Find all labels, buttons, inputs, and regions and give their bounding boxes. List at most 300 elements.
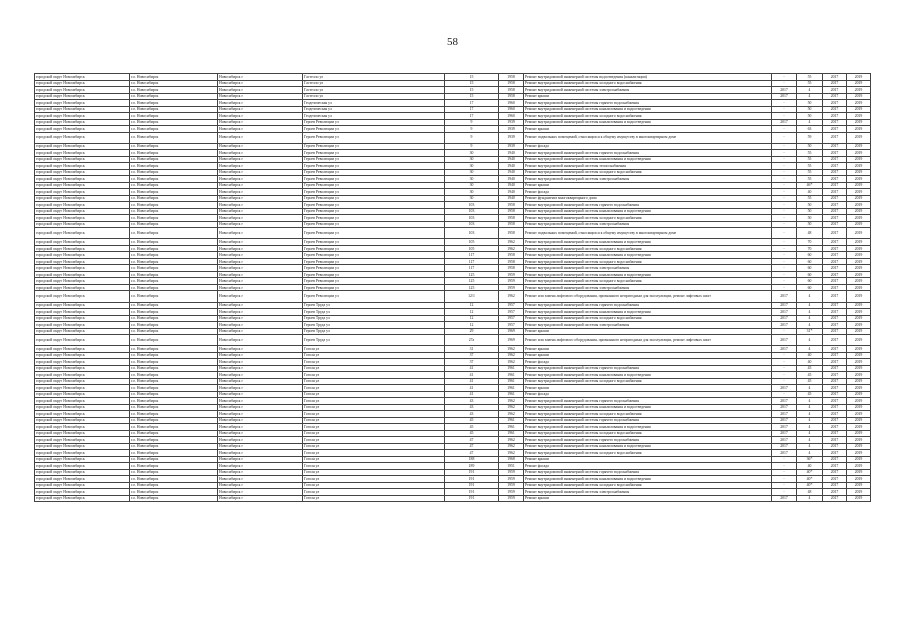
cell-plan-cost: 4	[797, 346, 823, 353]
cell-plan-cost: 45	[797, 372, 823, 379]
cell-settlement: Новосибирск г	[218, 202, 303, 209]
cell-plan-start: -	[772, 126, 797, 133]
cell-house: 105	[445, 245, 499, 252]
cell-year-built: 1957	[499, 315, 524, 322]
cell-year-to: 2019	[847, 265, 871, 272]
cell-plan-start: -	[772, 271, 797, 278]
cell-plan-cost: 55	[797, 156, 823, 163]
cell-year-built: 1959	[499, 469, 524, 476]
cell-work-type: Ремонт подвальных помещений, относящихся к общему имуществу в многоквартирном доме	[524, 228, 772, 239]
cell-settlement: Новосибирск г	[218, 398, 303, 405]
cell-year-to: 2019	[847, 74, 871, 81]
cell-year-to: 2019	[847, 258, 871, 265]
cell-work-type: Ремонт или замена лифтового оборудования, признанного непригодным для эксплуатации, ремонт лифтовых шахт	[524, 291, 772, 302]
cell-district: городской округ Новосибирск	[35, 93, 130, 100]
cell-plan-start: -	[772, 100, 797, 107]
cell-year-from: 2017	[823, 176, 847, 183]
cell-plan-cost: 48	[797, 489, 823, 496]
cell-plan-cost: 55	[797, 195, 823, 202]
cell-city: г.о. Новосибирск	[130, 365, 218, 372]
cell-work-type: Ремонт крыши	[524, 456, 772, 463]
cell-settlement: Новосибирск г	[218, 221, 303, 228]
cell-year-from: 2017	[823, 278, 847, 285]
cell-work-type: Ремонт фасада	[524, 143, 772, 150]
cell-year-built: 1962	[499, 346, 524, 353]
cell-year-from: 2017	[823, 335, 847, 346]
cell-street: Геодезическая ул	[303, 113, 445, 120]
cell-city: г.о. Новосибирск	[130, 239, 218, 246]
cell-year-built: 1958	[499, 258, 524, 265]
cell-settlement: Новосибирск г	[218, 335, 303, 346]
cell-year-to: 2019	[847, 132, 871, 143]
cell-plan-start: -	[772, 182, 797, 189]
cell-work-type: Ремонт внутридомовой инженерной системы холодного водоснабжения	[524, 80, 772, 87]
cell-year-built: 1958	[499, 87, 524, 94]
cell-city: г.о. Новосибирск	[130, 215, 218, 222]
cell-plan-cost: 50	[797, 143, 823, 150]
cell-work-type: Ремонт крыши	[524, 93, 772, 100]
cell-plan-start: -	[772, 150, 797, 157]
cell-year-from: 2017	[823, 430, 847, 437]
cell-district: городской округ Новосибирск	[35, 208, 130, 215]
cell-city: г.о. Новосибирск	[130, 424, 218, 431]
cell-year-built: 1968	[499, 456, 524, 463]
cell-year-built: 1961	[499, 391, 524, 398]
cell-plan-start: -	[772, 463, 797, 470]
cell-house: 125	[445, 278, 499, 285]
cell-city: г.о. Новосибирск	[130, 284, 218, 291]
cell-district: городской округ Новосибирск	[35, 182, 130, 189]
cell-year-to: 2019	[847, 182, 871, 189]
cell-city: г.о. Новосибирск	[130, 163, 218, 170]
cell-year-built: 1969	[499, 328, 524, 335]
cell-year-built: 1962	[499, 411, 524, 418]
cell-year-from: 2017	[823, 284, 847, 291]
cell-year-to: 2019	[847, 208, 871, 215]
cell-year-to: 2019	[847, 328, 871, 335]
cell-plan-start: -	[772, 156, 797, 163]
cell-district: городской округ Новосибирск	[35, 74, 130, 81]
cell-year-built: 1958	[499, 215, 524, 222]
cell-district: городской округ Новосибирск	[35, 469, 130, 476]
cell-house: 30	[445, 182, 499, 189]
cell-plan-cost: 60	[797, 258, 823, 265]
cell-street: Гастелло ул	[303, 74, 445, 81]
cell-plan-cost: 4	[797, 335, 823, 346]
cell-plan-start: -	[772, 265, 797, 272]
cell-year-to: 2019	[847, 476, 871, 483]
cell-plan-cost: 59	[797, 132, 823, 143]
cell-district: городской округ Новосибирск	[35, 443, 130, 450]
cell-year-to: 2019	[847, 278, 871, 285]
cell-year-built: 1962	[499, 245, 524, 252]
cell-work-type: Ремонт внутридомовой инженерной системы электроснабжения	[524, 87, 772, 94]
cell-settlement: Новосибирск г	[218, 404, 303, 411]
cell-plan-start: -	[772, 80, 797, 87]
cell-year-to: 2019	[847, 411, 871, 418]
cell-year-from: 2017	[823, 352, 847, 359]
cell-year-to: 2019	[847, 221, 871, 228]
cell-street: Гоголя ул	[303, 443, 445, 450]
cell-city: г.о. Новосибирск	[130, 482, 218, 489]
cell-district: городской округ Новосибирск	[35, 328, 130, 335]
cell-work-type: Ремонт внутридомовой инженерной системы горячего водоснабжения	[524, 417, 772, 424]
cell-plan-start: -	[772, 239, 797, 246]
cell-plan-start: 2017	[772, 87, 797, 94]
cell-district: городской округ Новосибирск	[35, 163, 130, 170]
cell-year-from: 2017	[823, 322, 847, 329]
cell-work-type: Ремонт крыши	[524, 346, 772, 353]
cell-house: 103	[445, 221, 499, 228]
cell-district: городской округ Новосибирск	[35, 456, 130, 463]
cell-plan-start: 2017	[772, 398, 797, 405]
cell-work-type: Ремонт внутридомовой инженерной системы холодного водоснабжения	[524, 430, 772, 437]
cell-street: Гоголя ул	[303, 352, 445, 359]
cell-plan-start: 2017	[772, 302, 797, 309]
cell-district: городской округ Новосибирск	[35, 450, 130, 457]
cell-settlement: Новосибирск г	[218, 489, 303, 496]
cell-settlement: Новосибирск г	[218, 284, 303, 291]
cell-city: г.о. Новосибирск	[130, 302, 218, 309]
cell-house: 41	[445, 365, 499, 372]
cell-house: 15	[445, 80, 499, 87]
cell-plan-start: -	[772, 176, 797, 183]
cell-year-from: 2017	[823, 208, 847, 215]
cell-settlement: Новосибирск г	[218, 476, 303, 483]
cell-year-to: 2019	[847, 417, 871, 424]
cell-year-built: 1958	[499, 252, 524, 259]
cell-street: Героев Революции ул	[303, 271, 445, 278]
cell-city: г.о. Новосибирск	[130, 100, 218, 107]
cell-year-from: 2017	[823, 450, 847, 457]
cell-year-to: 2019	[847, 443, 871, 450]
cell-work-type: Ремонт крыши	[524, 495, 772, 502]
cell-work-type: Ремонт крыши	[524, 182, 772, 189]
cell-work-type: Ремонт крыши	[524, 328, 772, 335]
cell-plan-cost: 50	[797, 215, 823, 222]
cell-settlement: Новосибирск г	[218, 469, 303, 476]
cell-year-to: 2019	[847, 398, 871, 405]
cell-plan-cost: 4	[797, 322, 823, 329]
cell-district: городской округ Новосибирск	[35, 239, 130, 246]
cell-work-type: Ремонт внутридомовой инженерной системы холодного водоснабжения	[524, 258, 772, 265]
cell-city: г.о. Новосибирск	[130, 245, 218, 252]
cell-year-built: 1939	[499, 126, 524, 133]
cell-plan-cost: 4	[797, 385, 823, 392]
cell-city: г.о. Новосибирск	[130, 113, 218, 120]
cell-street: Героев Революции ул	[303, 278, 445, 285]
cell-settlement: Новосибирск г	[218, 302, 303, 309]
cell-year-to: 2019	[847, 469, 871, 476]
cell-year-built: 1961	[499, 365, 524, 372]
cell-settlement: Новосибирск г	[218, 495, 303, 502]
cell-house: 30	[445, 189, 499, 196]
cell-year-built: 1940	[499, 156, 524, 163]
cell-district: городской округ Новосибирск	[35, 489, 130, 496]
cell-work-type: Ремонт внутридомовой инженерной системы холодного водоснабжения	[524, 378, 772, 385]
cell-plan-start: -	[772, 378, 797, 385]
cell-work-type: Ремонт внутридомовой инженерной системы горячего водоснабжения	[524, 469, 772, 476]
cell-house: 12/1	[445, 291, 499, 302]
cell-street: Гоголя ул	[303, 469, 445, 476]
cell-street: Героев Революции ул	[303, 150, 445, 157]
cell-year-from: 2017	[823, 378, 847, 385]
cell-street: Гоголя ул	[303, 482, 445, 489]
cell-district: городской округ Новосибирск	[35, 284, 130, 291]
cell-year-built: 1959	[499, 482, 524, 489]
cell-settlement: Новосибирск г	[218, 315, 303, 322]
cell-city: г.о. Новосибирск	[130, 378, 218, 385]
cell-year-built: 1962	[499, 359, 524, 366]
cell-year-built: 1958	[499, 74, 524, 81]
cell-district: городской округ Новосибирск	[35, 463, 130, 470]
cell-district: городской округ Новосибирск	[35, 424, 130, 431]
cell-work-type: Ремонт внутридомовой инженерной системы электроснабжения	[524, 176, 772, 183]
cell-settlement: Новосибирск г	[218, 359, 303, 366]
table-row	[35, 495, 871, 502]
cell-plan-cost: 45	[797, 365, 823, 372]
cell-year-built: 1940	[499, 195, 524, 202]
cell-district: городской округ Новосибирск	[35, 113, 130, 120]
cell-year-from: 2017	[823, 309, 847, 316]
cell-year-from: 2017	[823, 265, 847, 272]
cell-year-to: 2019	[847, 126, 871, 133]
cell-work-type: Ремонт крыши	[524, 352, 772, 359]
cell-district: городской округ Новосибирск	[35, 132, 130, 143]
cell-plan-start: -	[772, 359, 797, 366]
cell-street: Героев Революции ул	[303, 163, 445, 170]
cell-district: городской округ Новосибирск	[35, 352, 130, 359]
cell-settlement: Новосибирск г	[218, 100, 303, 107]
cell-city: г.о. Новосибирск	[130, 463, 218, 470]
cell-year-to: 2019	[847, 352, 871, 359]
cell-street: Героев Труда ул	[303, 315, 445, 322]
cell-plan-start: 2017	[772, 437, 797, 444]
cell-plan-start: -	[772, 456, 797, 463]
cell-year-built: 1958	[499, 221, 524, 228]
cell-plan-start: -	[772, 221, 797, 228]
cell-year-to: 2019	[847, 189, 871, 196]
cell-year-to: 2019	[847, 437, 871, 444]
cell-street: Гастелло ул	[303, 93, 445, 100]
cell-district: городской округ Новосибирск	[35, 322, 130, 329]
cell-plan-cost: 60	[797, 252, 823, 259]
cell-year-to: 2019	[847, 195, 871, 202]
cell-house: 45	[445, 424, 499, 431]
cell-year-to: 2019	[847, 113, 871, 120]
cell-plan-cost: 40	[797, 359, 823, 366]
cell-plan-start: -	[772, 143, 797, 150]
cell-plan-start: 2017	[772, 443, 797, 450]
cell-house: 30	[445, 176, 499, 183]
cell-district: городской округ Новосибирск	[35, 482, 130, 489]
cell-plan-start: 2017	[772, 450, 797, 457]
cell-plan-cost: 4	[797, 424, 823, 431]
cell-year-from: 2017	[823, 482, 847, 489]
cell-city: г.о. Новосибирск	[130, 372, 218, 379]
cell-work-type: Ремонт внутридомовой инженерной системы холодного водоснабжения	[524, 482, 772, 489]
cell-district: городской округ Новосибирск	[35, 265, 130, 272]
cell-street: Героев Революции ул	[303, 228, 445, 239]
cell-city: г.о. Новосибирск	[130, 476, 218, 483]
cell-work-type: Ремонт внутридомовой инженерной системы холодного водоснабжения	[524, 278, 772, 285]
cell-house: 17	[445, 100, 499, 107]
cell-plan-start: -	[772, 489, 797, 496]
cell-year-built: 1959	[499, 271, 524, 278]
cell-district: городской округ Новосибирск	[35, 417, 130, 424]
cell-house: 9	[445, 119, 499, 126]
cell-district: городской округ Новосибирск	[35, 221, 130, 228]
cell-plan-cost: 36*	[797, 456, 823, 463]
cell-house: 45	[445, 417, 499, 424]
cell-house: 43	[445, 398, 499, 405]
cell-house: 117	[445, 252, 499, 259]
cell-work-type: Ремонт внутридомовой инженерной системы горячего водоснабжения	[524, 437, 772, 444]
cell-settlement: Новосибирск г	[218, 106, 303, 113]
cell-district: городской округ Новосибирск	[35, 302, 130, 309]
cell-settlement: Новосибирск г	[218, 132, 303, 143]
cell-work-type: Ремонт внутридомовой инженерной системы водоотведения (канализации)	[524, 74, 772, 81]
cell-settlement: Новосибирск г	[218, 150, 303, 157]
cell-year-from: 2017	[823, 182, 847, 189]
cell-city: г.о. Новосибирск	[130, 391, 218, 398]
cell-year-to: 2019	[847, 391, 871, 398]
cell-district: городской округ Новосибирск	[35, 398, 130, 405]
cell-city: г.о. Новосибирск	[130, 469, 218, 476]
cell-work-type: Ремонт внутридомовой инженерной системы электроснабжения	[524, 322, 772, 329]
cell-house: 47	[445, 443, 499, 450]
cell-plan-start: 2017	[772, 495, 797, 502]
cell-plan-cost: 50	[797, 221, 823, 228]
cell-city: г.о. Новосибирск	[130, 291, 218, 302]
cell-settlement: Новосибирск г	[218, 450, 303, 457]
cell-plan-cost: 40	[797, 352, 823, 359]
cell-street: Героев Труда ул	[303, 335, 445, 346]
cell-city: г.о. Новосибирск	[130, 169, 218, 176]
cell-street: Гоголя ул	[303, 417, 445, 424]
cell-plan-start: -	[772, 258, 797, 265]
cell-year-built: 1939	[499, 132, 524, 143]
cell-plan-start: 2017	[772, 93, 797, 100]
cell-plan-cost: 50	[797, 106, 823, 113]
cell-year-from: 2017	[823, 328, 847, 335]
cell-house: 30	[445, 169, 499, 176]
cell-house: 188	[445, 456, 499, 463]
cell-plan-start: -	[772, 228, 797, 239]
cell-city: г.о. Новосибирск	[130, 398, 218, 405]
cell-district: городской округ Новосибирск	[35, 143, 130, 150]
cell-house: 47	[445, 437, 499, 444]
cell-district: городской округ Новосибирск	[35, 346, 130, 353]
cell-city: г.о. Новосибирск	[130, 450, 218, 457]
cell-plan-cost: 55	[797, 169, 823, 176]
cell-city: г.о. Новосибирск	[130, 278, 218, 285]
cell-work-type: Ремонт внутридомовой инженерной системы канализования и водоотведения	[524, 239, 772, 246]
cell-plan-start: 2017	[772, 411, 797, 418]
cell-year-from: 2017	[823, 113, 847, 120]
cell-work-type: Ремонт внутридомовой инженерной системы холодного водоснабжения	[524, 113, 772, 120]
cell-year-built: 1960	[499, 100, 524, 107]
cell-settlement: Новосибирск г	[218, 80, 303, 87]
cell-plan-start: -	[772, 113, 797, 120]
table-row	[35, 335, 871, 346]
cell-year-built: 1962	[499, 450, 524, 457]
cell-work-type: Ремонт внутридомовой инженерной системы канализования и водоотведения	[524, 443, 772, 450]
cell-street: Героев Революции ул	[303, 215, 445, 222]
cell-city: г.о. Новосибирск	[130, 456, 218, 463]
cell-year-from: 2017	[823, 119, 847, 126]
cell-settlement: Новосибирск г	[218, 328, 303, 335]
cell-year-from: 2017	[823, 156, 847, 163]
cell-city: г.о. Новосибирск	[130, 495, 218, 502]
cell-settlement: Новосибирск г	[218, 195, 303, 202]
cell-street: Героев Революции ул	[303, 119, 445, 126]
cell-house: 15	[445, 87, 499, 94]
cell-settlement: Новосибирск г	[218, 463, 303, 470]
cell-street: Гоголя ул	[303, 430, 445, 437]
cell-city: г.о. Новосибирск	[130, 265, 218, 272]
cell-plan-start: -	[772, 391, 797, 398]
cell-year-to: 2019	[847, 202, 871, 209]
cell-year-to: 2019	[847, 228, 871, 239]
cell-plan-start: -	[772, 195, 797, 202]
cell-district: городской округ Новосибирск	[35, 391, 130, 398]
cell-settlement: Новосибирск г	[218, 417, 303, 424]
cell-district: городской округ Новосибирск	[35, 176, 130, 183]
cell-city: г.о. Новосибирск	[130, 252, 218, 259]
cell-plan-start: -	[772, 469, 797, 476]
cell-plan-start: 2017	[772, 335, 797, 346]
cell-work-type: Ремонт крыши	[524, 126, 772, 133]
cell-plan-start: -	[772, 169, 797, 176]
table-row	[35, 291, 871, 302]
cell-street: Героев Революции ул	[303, 265, 445, 272]
cell-work-type: Ремонт внутридомовой инженерной системы канализования и водоотведения	[524, 271, 772, 278]
cell-plan-cost: 4	[797, 450, 823, 457]
cell-city: г.о. Новосибирск	[130, 335, 218, 346]
cell-year-from: 2017	[823, 359, 847, 366]
cell-year-built: 1959	[499, 495, 524, 502]
cell-district: городской округ Новосибирск	[35, 228, 130, 239]
cell-work-type: Ремонт внутридомовой инженерной системы горячего водоснабжения	[524, 150, 772, 157]
cell-year-built: 1957	[499, 322, 524, 329]
cell-year-built: 1958	[499, 93, 524, 100]
cell-year-from: 2017	[823, 100, 847, 107]
cell-settlement: Новосибирск г	[218, 87, 303, 94]
cell-year-to: 2019	[847, 252, 871, 259]
cell-year-from: 2017	[823, 372, 847, 379]
cell-plan-start: -	[772, 163, 797, 170]
cell-year-to: 2019	[847, 315, 871, 322]
cell-year-from: 2017	[823, 74, 847, 81]
cell-year-built: 1940	[499, 169, 524, 176]
cell-house: 30	[445, 195, 499, 202]
cell-work-type: Ремонт внутридомовой инженерной системы горячего водоснабжения	[524, 202, 772, 209]
cell-settlement: Новосибирск г	[218, 143, 303, 150]
cell-house: 27а	[445, 335, 499, 346]
cell-settlement: Новосибирск г	[218, 113, 303, 120]
cell-plan-cost: 46*	[797, 182, 823, 189]
cell-city: г.о. Новосибирск	[130, 208, 218, 215]
cell-city: г.о. Новосибирск	[130, 74, 218, 81]
cell-plan-start: -	[772, 215, 797, 222]
cell-work-type: Ремонт внутридомовой инженерной системы горячего водоснабжения	[524, 100, 772, 107]
cell-street: Гоголя ул	[303, 424, 445, 431]
repair-schedule-table	[34, 73, 871, 502]
cell-city: г.о. Новосибирск	[130, 150, 218, 157]
cell-plan-cost: 40	[797, 189, 823, 196]
cell-street: Гоголя ул	[303, 391, 445, 398]
